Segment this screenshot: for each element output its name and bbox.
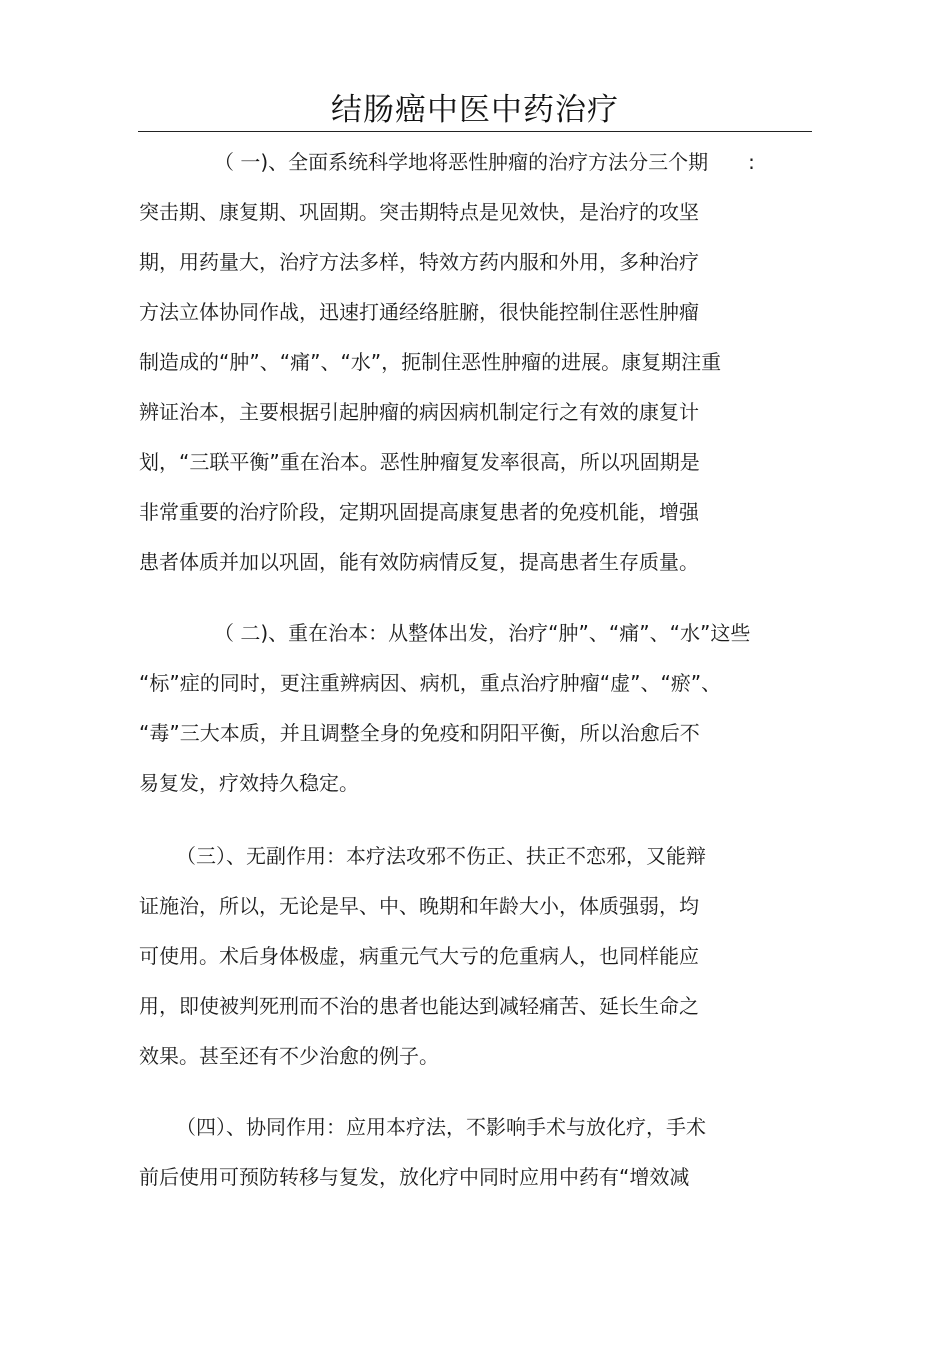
paragraph-3-line-5: 效果。甚至还有不少治愈的例子。 <box>139 1044 439 1068</box>
paragraph-4-line-1: （四）、协同作用：应用本疗法，不影响手术与放化疗，手术 <box>176 1115 706 1139</box>
title-underline <box>138 131 812 132</box>
paragraph-4-line-2: 前后使用可预防转移与复发，放化疗中同时应用中药有“增效减 <box>139 1165 690 1189</box>
paragraph-1-line-7: 划，“三联平衡”重在治本。恶性肿瘤复发率很高，所以巩固期是 <box>139 450 700 474</box>
paragraph-1-line-1: （ 一)、全面系统科学地将恶性肿瘤的治疗方法分三个期 : <box>214 150 755 174</box>
paragraph-1-line-9: 患者体质并加以巩固，能有效防病情反复，提高患者生存质量。 <box>139 550 699 574</box>
paragraph-1-line-3: 期，用药量大，治疗方法多样，特效方药内服和外用，多种治疗 <box>139 250 699 274</box>
paragraph-1-line-8: 非常重要的治疗阶段，定期巩固提高康复患者的免疫机能，增强 <box>139 500 699 524</box>
paragraph-1-line-6: 辨证治本，主要根据引起肿瘤的病因病机制定行之有效的康复计 <box>139 400 699 424</box>
paragraph-3-line-2: 证施治，所以，无论是早、中、晚期和年龄大小，体质强弱，均 <box>139 894 699 918</box>
paragraph-2-line-1: （ 二)、重在治本：从整体出发，治疗“肿”、“痛”、“水”这些 <box>214 621 751 645</box>
paragraph-1-line-4: 方法立体协同作战，迅速打通经络脏腑，很快能控制住恶性肿瘤 <box>139 300 699 324</box>
paragraph-2-line-2: “标”症的同时，更注重辨病因、病机，重点治疗肿瘤“虚”、“瘀”、 <box>139 671 722 695</box>
document-title: 结肠癌中医中药治疗 <box>331 92 619 128</box>
paragraph-3-line-1: （三）、无副作用：本疗法攻邪不伤正、扶正不恋邪，又能辩 <box>176 844 706 868</box>
paragraph-3-line-4: 用，即使被判死刑而不治的患者也能达到减轻痛苦、延长生命之 <box>139 994 699 1018</box>
paragraph-3-line-3: 可使用。术后身体极虚，病重元气大亏的危重病人，也同样能应 <box>139 944 699 968</box>
paragraph-1-line-5: 制造成的“肿”、“痛”、“水”，扼制住恶性肿瘤的进展。康复期注重 <box>139 350 722 374</box>
paragraph-1-line-2: 突击期、康复期、巩固期。突击期特点是见效快，是治疗的攻坚 <box>139 200 699 224</box>
paragraph-2-line-4: 易复发，疗效持久稳定。 <box>139 771 359 795</box>
paragraph-2-line-3: “毒”三大本质，并且调整全身的免疫和阴阳平衡，所以治愈后不 <box>139 721 700 745</box>
